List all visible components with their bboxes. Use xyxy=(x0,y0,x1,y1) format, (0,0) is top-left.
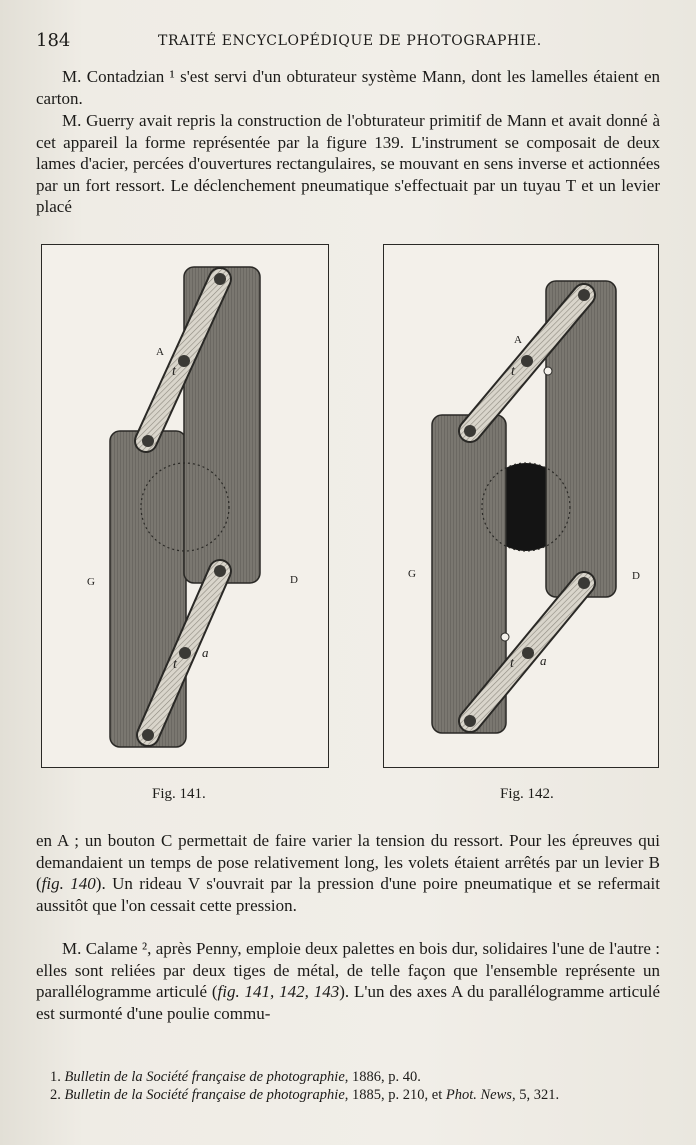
footnote-2 xyxy=(50,1086,670,1104)
label-t-lower: t xyxy=(510,656,514,671)
footnote-1 xyxy=(50,1068,670,1086)
footnote-1-title: Bulletin de la Société française de photographie xyxy=(64,1069,345,1085)
caption-fig-142: Fig. 142. xyxy=(500,786,554,802)
label-d: D xyxy=(632,570,640,582)
label-a-upper: A xyxy=(514,334,522,346)
figure-141-illustration xyxy=(42,245,328,767)
label-g: G xyxy=(87,576,95,588)
label-t-upper: t xyxy=(172,364,176,379)
p4-figure-reference: fig. 141, 142, 143 xyxy=(217,982,340,1002)
footnote-1-number: 1. xyxy=(50,1069,61,1085)
label-t-upper: t xyxy=(511,364,515,379)
figure-142-illustration xyxy=(384,245,658,767)
footnote-2-title: Bulletin de la Société française de photographie xyxy=(64,1087,345,1103)
caption-fig-141: Fig. 141. xyxy=(152,786,206,802)
running-title: TRAITÉ ENCYCLOPÉDIQUE DE PHOTOGRAPHIE. xyxy=(158,33,542,49)
label-a-lower: a xyxy=(202,645,209,660)
paragraph-guerry: M. Guerry avait repris la construction de l'obturateur primitif de Mann et avait donné à cet appareil la forme représentée par la figure 139. L'instrument se composait de deux lames d'acier, percées d'ouvertures rectangulaires, se mouvant en sens inverse et actionnées par un fort ressort. Le déclenchement pneumatique s'effectuait par un tuyau T et un levier placé xyxy=(36,111,660,217)
footnote-2-title2: Phot. News xyxy=(445,1087,512,1103)
page-number: 184 xyxy=(36,30,71,51)
page-header xyxy=(36,30,660,54)
paragraph-calame xyxy=(36,938,660,1024)
footnote-2-number: 2. xyxy=(50,1087,61,1103)
label-t-lower: t xyxy=(173,657,177,672)
label-a-upper: A xyxy=(156,346,164,358)
label-g: G xyxy=(408,568,416,580)
paragraph-contadzian: M. Contadzian ¹ s'est servi d'un obturateur système Mann, dont les lamelles étaient en carton. xyxy=(36,67,660,108)
figure-142 xyxy=(383,244,659,768)
footnotes xyxy=(50,1068,670,1104)
p3-figure-reference: fig. 140 xyxy=(41,874,96,894)
label-d: D xyxy=(290,574,298,586)
paragraph-continuation xyxy=(36,830,660,916)
footnote-1-rest: , 1886, p. 40. xyxy=(344,1069,421,1085)
p4-text-before: M. Calame ², après Penny, emploie deux palettes en bois dur, solidaires l'une de l'autre : elles sont reliées par deux tiges de métal, de telle façon que l'ensemble représente un parallélogramme articulé ( xyxy=(36,939,660,1002)
p3-text-before: en A ; un bouton C permettait de faire varier la tension du ressort. Pour les épreuves qui demandaient un temps de pose relativement long, les volets étaient arrêtés par un levier B ( xyxy=(36,831,660,894)
footnote-2-rest: , 1885, p. 210, et xyxy=(344,1087,446,1103)
p3-text-after: ). Un rideau V s'ouvrait par la pression d'une poire pneumatique et se refermait aussitôt que l'on cessait cette pression. xyxy=(36,874,660,915)
footnote-2-rest2: , 5, 321. xyxy=(511,1087,560,1103)
label-a-lower: a xyxy=(540,653,547,668)
p4-text-after: ). L'un des axes A du parallélogramme articulé est surmonté d'une poulie commu- xyxy=(36,982,660,1023)
figure-141 xyxy=(41,244,329,768)
